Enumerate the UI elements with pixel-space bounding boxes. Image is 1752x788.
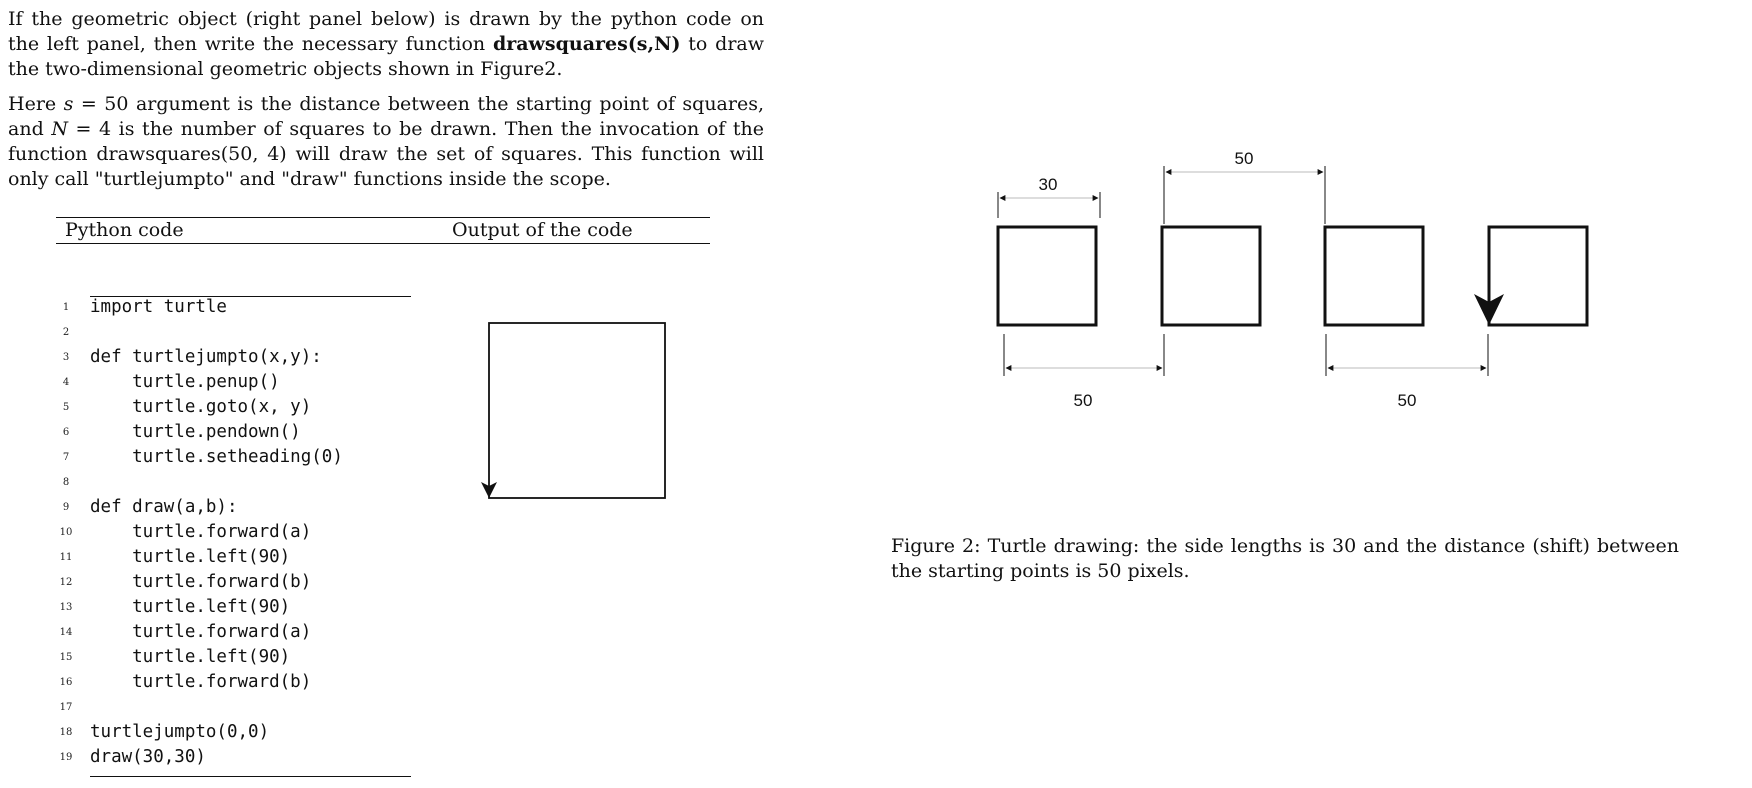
figure-caption: Figure 2: Turtle drawing: the side lengths is 30 and the distance (shift) between the starting points is 50 pixels.	[891, 535, 1679, 582]
output-square	[489, 323, 665, 498]
figure-2	[980, 140, 1620, 430]
header-output: Output of the code	[452, 219, 633, 241]
code-line: turtle.pendown()	[90, 422, 301, 442]
code-line: turtle.forward(a)	[90, 622, 312, 642]
intro-text: to draw the two-dimensional geometric objects shown in Figure2.	[8, 33, 765, 80]
code-line-number: 4	[62, 377, 70, 388]
code-line-number: 19	[59, 752, 73, 763]
code-line-number: 9	[62, 502, 70, 513]
square-4	[1489, 227, 1587, 325]
code-line: turtlejumpto(0,0)	[90, 722, 270, 742]
square-3	[1325, 227, 1423, 325]
code-line-number: 1	[62, 302, 70, 313]
square-2	[1162, 227, 1260, 325]
intro-text: If the geometric object (right panel below) is drawn by the python code on the left panel, then write the necessary function	[8, 8, 764, 55]
code-line: turtle.penup()	[90, 372, 280, 392]
dim-label-top: 50	[1234, 149, 1254, 168]
code-line: turtle.goto(x, y)	[90, 397, 312, 417]
table-top-rule	[56, 217, 710, 218]
code-line-number: 14	[59, 627, 73, 638]
code-line: turtle.left(90)	[90, 597, 291, 617]
code-line: def turtlejumpto(x,y):	[90, 347, 322, 367]
function-name: drawsquares(s,N)	[492, 33, 681, 55]
code-line: turtle.left(90)	[90, 547, 291, 567]
code-line: turtle.forward(a)	[90, 522, 312, 542]
code-line: turtle.left(90)	[90, 647, 291, 667]
code-line-number: 13	[59, 602, 73, 613]
code-line-number: 6	[62, 427, 70, 438]
intro-paragraph-2	[8, 92, 764, 192]
table-header-rule	[56, 243, 710, 244]
code-line: draw(30,30)	[90, 747, 206, 767]
code-line-number: 15	[59, 652, 73, 663]
code-line: turtle.forward(b)	[90, 572, 312, 592]
dim-label-bottom-left: 50	[1073, 391, 1093, 410]
intro-text: Here	[8, 93, 64, 115]
code-line-number: 10	[59, 527, 73, 538]
code-line: turtle.setheading(0)	[90, 447, 343, 467]
header-python-code: Python code	[65, 219, 184, 241]
square-1	[998, 227, 1096, 325]
code-line-number: 12	[59, 577, 73, 588]
code-line-number: 2	[62, 327, 70, 338]
code-bottom-rule	[90, 776, 411, 777]
code-line: turtle.forward(b)	[90, 672, 312, 692]
intro-text: = 4 is the number of squares to be drawn. Then the invocation of the function drawsquares(50, 4) will draw the set of squares. This function will only call "turtlejumpto" and "draw" functions inside the scope.	[8, 118, 764, 190]
code-line-number: 5	[62, 402, 70, 413]
dim-label-bottom-right: 50	[1397, 391, 1417, 410]
code-line-number: 7	[62, 452, 70, 463]
math-var-s: s	[63, 93, 74, 115]
code-line-number: 16	[59, 677, 73, 688]
intro-paragraph-1	[8, 7, 764, 82]
code-line: import turtle	[90, 297, 227, 317]
code-line-number: 11	[59, 552, 73, 563]
code-line-number: 18	[59, 727, 73, 738]
dim-label-side: 30	[1038, 175, 1058, 194]
intro-text: = 50 argument is the distance between the starting point of squares, and	[8, 93, 765, 140]
code-output-drawing	[470, 310, 690, 510]
code-line: def draw(a,b):	[90, 497, 238, 517]
code-line-number: 8	[62, 477, 70, 488]
code-line-number: 17	[59, 702, 73, 713]
code-line-number: 3	[62, 352, 70, 363]
math-var-n: N	[51, 118, 68, 140]
